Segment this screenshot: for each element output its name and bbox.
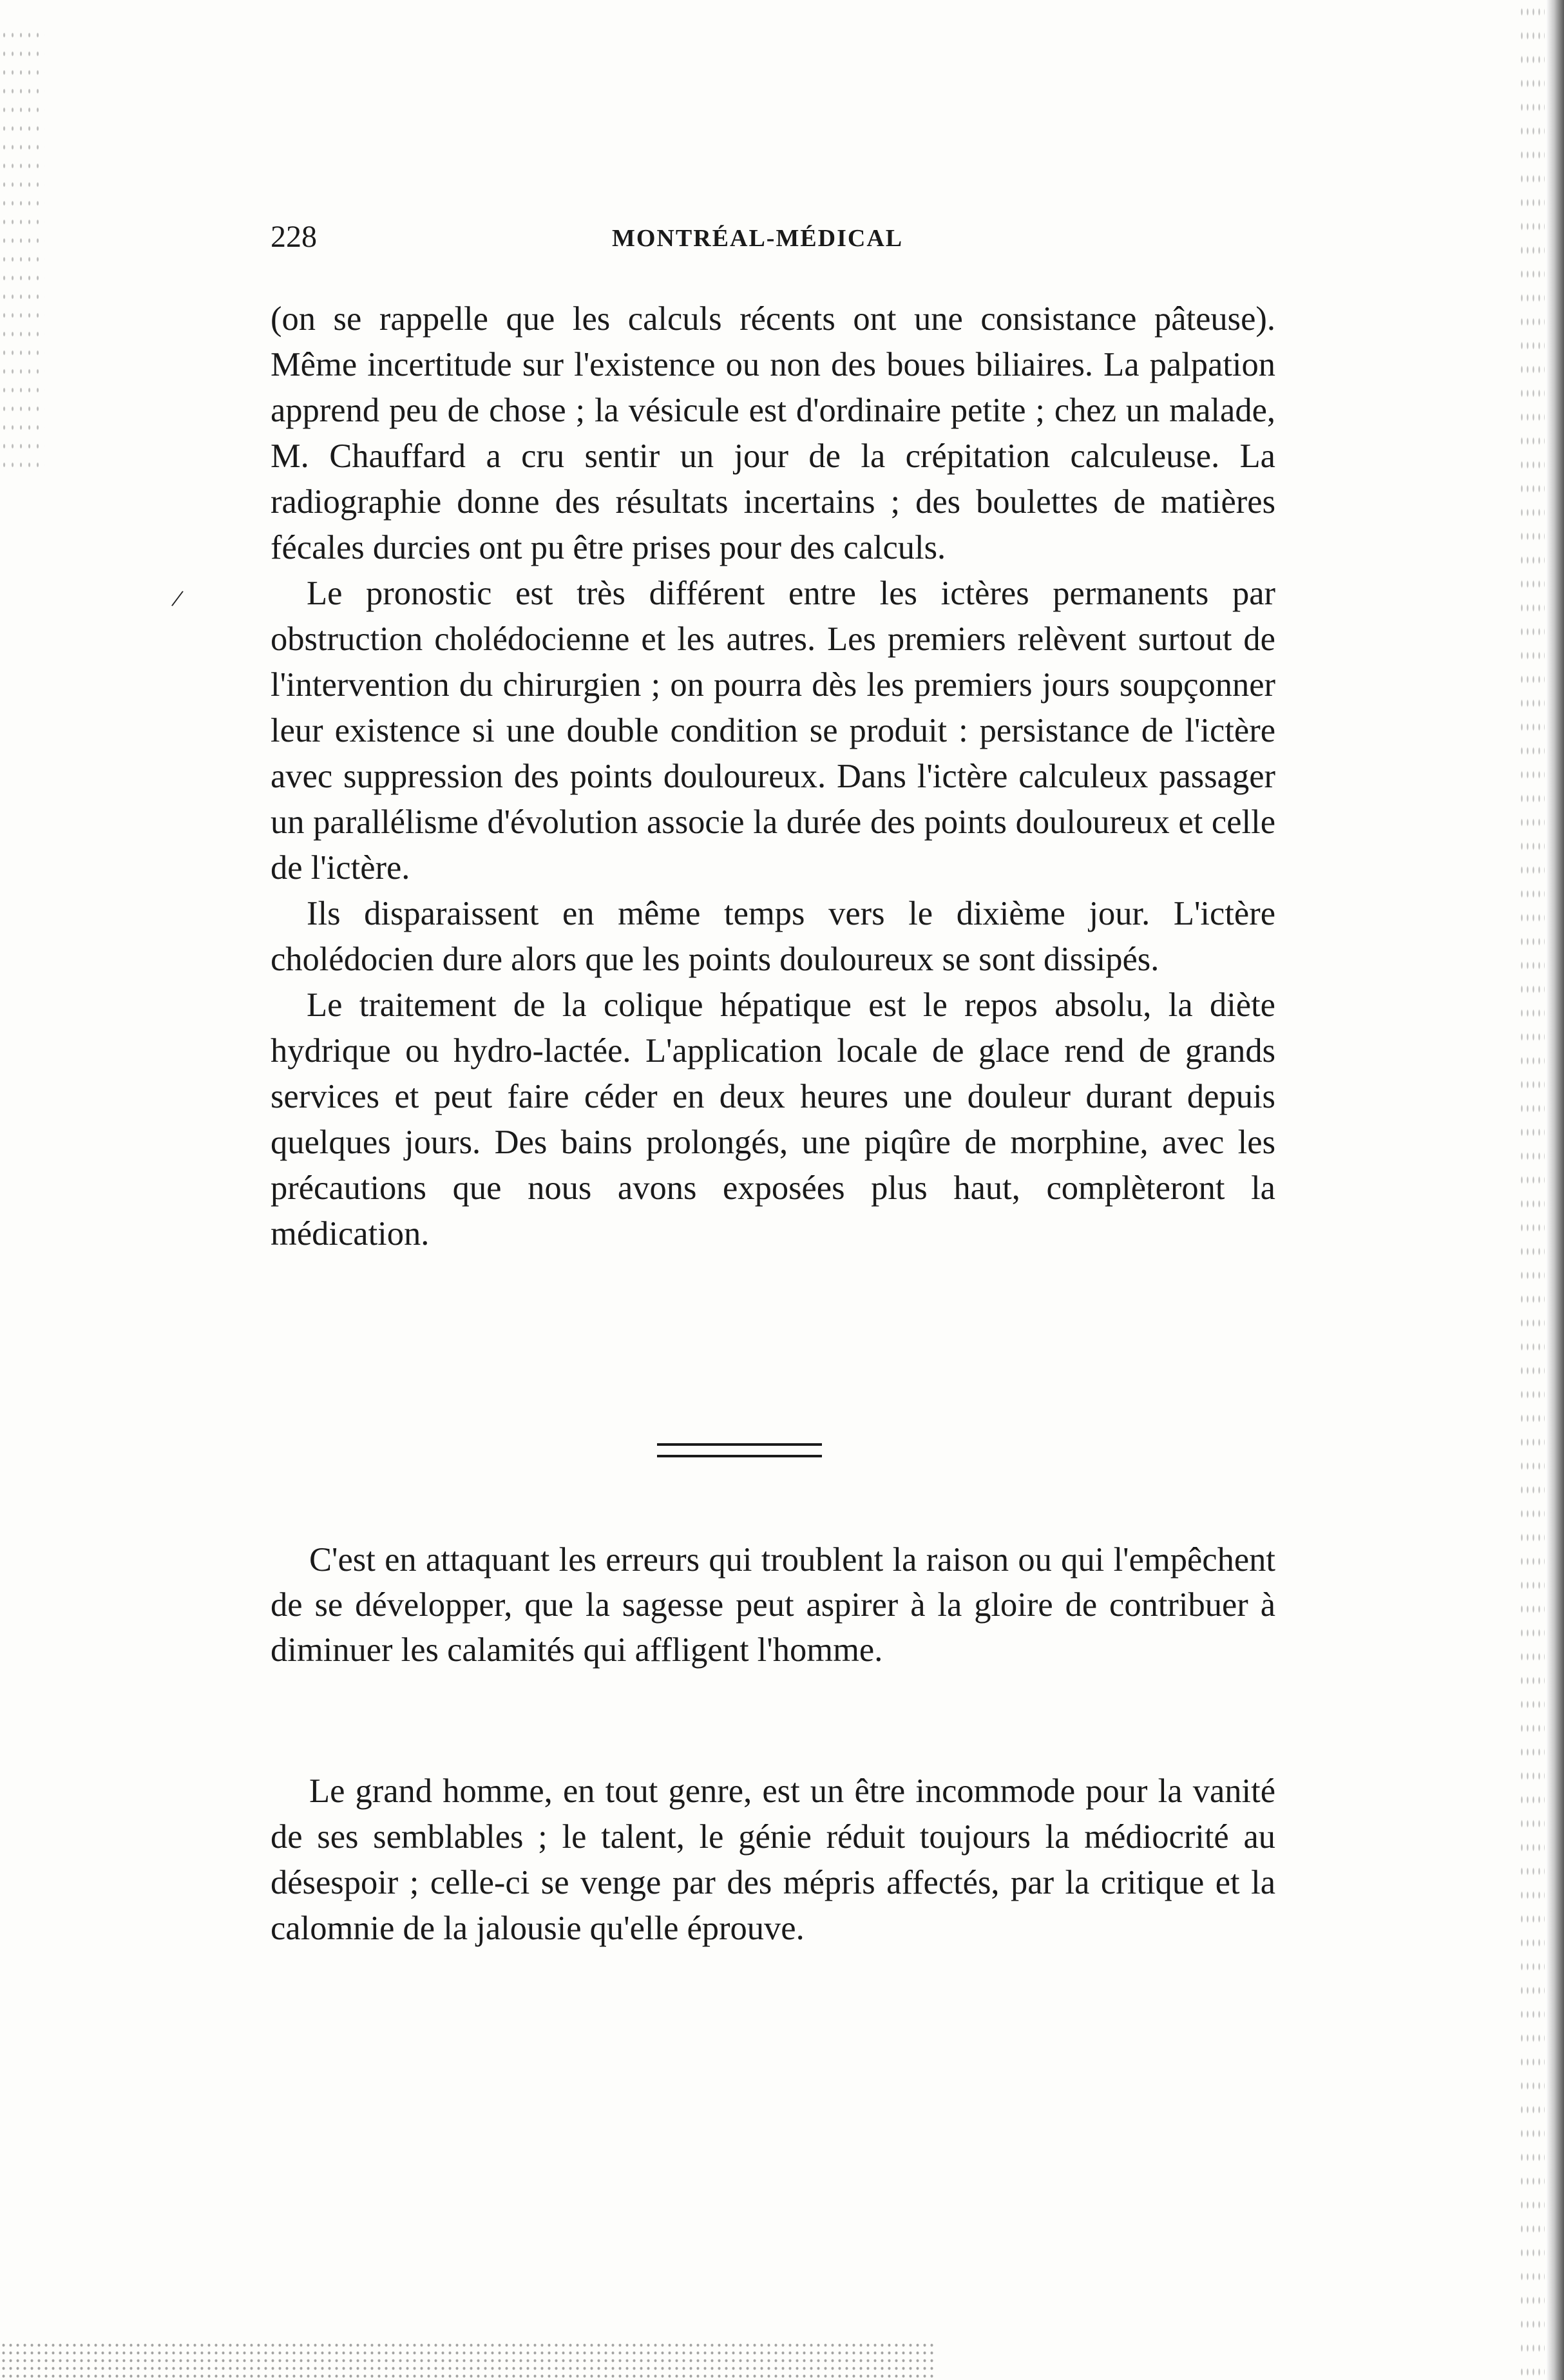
- margin-mark: /: [169, 583, 186, 613]
- article-body: [271, 296, 1275, 1257]
- scan-edge-noise-left: [0, 26, 45, 477]
- quote-block: [271, 1769, 1275, 1952]
- quote-paragraph: Le grand homme, en tout genre, est un être incommode pour la vanité de ses semblables ; le talent, le génie réduit toujours la médiocrité au désespoir ; celle-ci se venge par des mépris affectés, par la critique et la calomnie de la jalousie qu'elle éprouve.: [271, 1772, 1275, 1947]
- scan-bottom-noise: [0, 2341, 934, 2380]
- paragraph: Le traitement de la colique hépatique est le repos absolu, la diète hydrique ou hydro-lactée. L'application locale de glace rend de grands services et peut faire céder en deux heures une douleur durant depuis quelques jours. Des bains prolongés, une piqûre de morphine, avec les précautions que nous avons exposées plus haut, complèteront la médication.: [271, 986, 1275, 1252]
- quote-block: [271, 1537, 1275, 1673]
- section-separator: [657, 1443, 822, 1457]
- page-number: 228: [271, 220, 317, 254]
- paragraph: Ils disparaissent en même temps vers le dixième jour. L'ictère cholédocien dure alors que les points douloureux se sont dissipés.: [271, 895, 1275, 978]
- running-title: MONTRÉAL-MÉDICAL: [612, 225, 904, 252]
- page-header: [271, 219, 1263, 264]
- paragraph: Le pronostic est très différent entre les ictères permanents par obstruction cholédocienne et les autres. Les premiers relèvent surtout de l'intervention du chirurgien ; on pourra dès les premiers jours soupçonner leur existence si une double condition se produit : persistance de l'ictère avec suppression des points douloureux. Dans l'ictère calculeux passager un parallélisme d'évolution associe la durée des points douloureux et celle de l'ictère.: [271, 575, 1275, 887]
- paragraph: (on se rappelle que les calculs récents ont une consistance pâteuse). Même incertitude sur l'existence ou non des boues biliaires. La palpation apprend peu de chose ; la vésicule est d'ordinaire petite ; chez un malade, M. Chauffard a cru sentir un jour de la crépitation calculeuse. La radiographie donne des résultats incertains ; des boulettes de matières fécales durcies ont pu être prises pour des calculs.: [271, 300, 1275, 566]
- scan-edge-noise: [1519, 0, 1545, 2380]
- quote-paragraph: C'est en attaquant les erreurs qui troublent la raison ou qui l'empêchent de se développer, que la sagesse peut aspirer à la gloire de contribuer à diminuer les calamités qui affligent l'homme.: [271, 1541, 1275, 1669]
- scan-edge-shadow: [1546, 0, 1564, 2380]
